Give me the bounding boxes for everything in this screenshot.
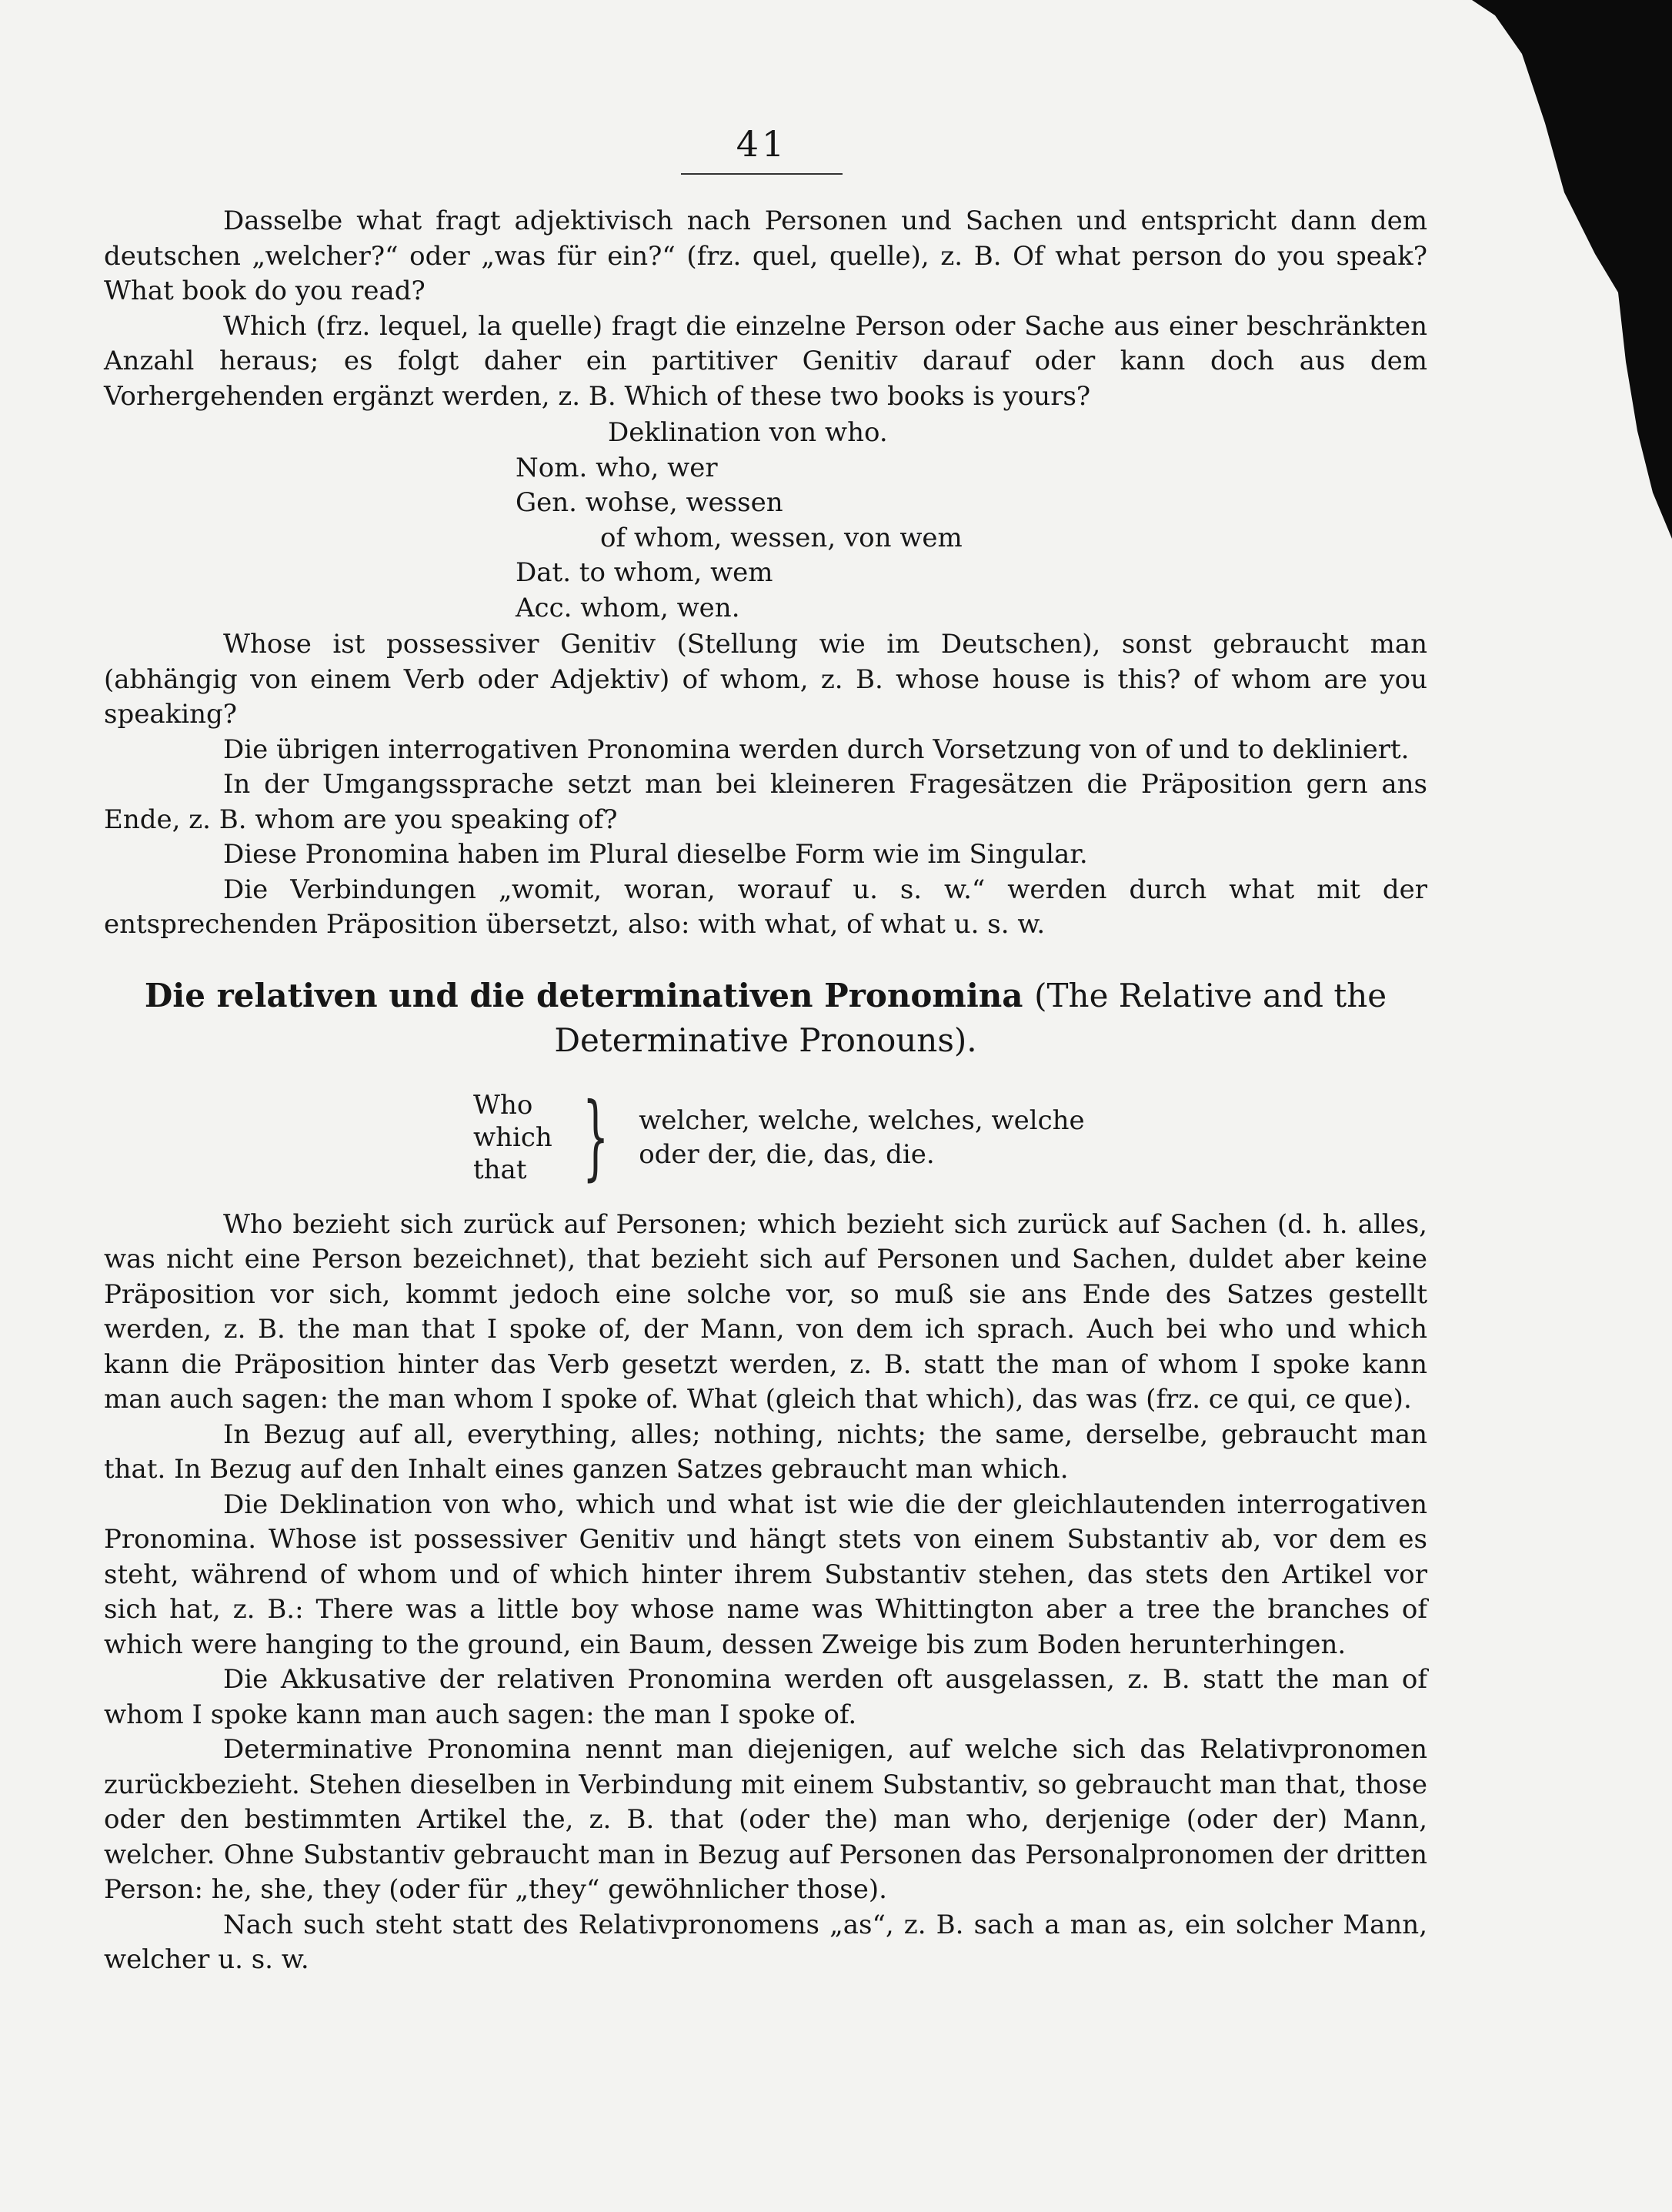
declension-row: of whom, wessen, von wem — [600, 522, 963, 553]
torn-corner — [1472, 0, 1672, 539]
header-rule — [681, 173, 843, 175]
pronoun-word: which — [473, 1121, 552, 1153]
declension-row: Acc. whom, wen. — [516, 592, 740, 623]
relative-pronoun-list — [473, 1083, 1427, 1191]
pronoun-translation: welcher, welche, welches, welche — [639, 1104, 1085, 1136]
pronoun-word: Who — [473, 1089, 533, 1121]
page-number: 41 — [736, 123, 788, 165]
paragraph: Which (frz. lequel, la quelle) fragt die einzelne Person oder Sache aus einer beschränkten Anzahl heraus; es folgt daher ein partitiver Genitiv darauf oder kann doch aus dem Vorhergehenden ergänzt werden, z. B. Which of these two books is yours? — [104, 310, 1427, 412]
section-heading-english: (The Relative and the Determinative Pronouns). — [554, 976, 1387, 1059]
declension-title: Deklination von who. — [608, 417, 888, 448]
declension-row: Dat. to whom, wem — [516, 557, 773, 588]
pronoun-translation: oder der, die, das, die. — [639, 1138, 935, 1170]
paragraph: Determinative Pronomina nennt man diejenigen, auf welche sich das Relativpronomen zurückbezieht. Stehen dieselben in Verbindung mit einem Substantiv, so gebraucht man that, those oder den bestimmten Artikel the, z. B. that (oder the) man who, derjenige (oder der) Mann, welcher. Ohne Substantiv gebraucht man in Bezug auf Personen das Personalpronomen der dritten Person: he, she, they (oder für „they“ gewöhnlicher those). — [104, 1734, 1427, 1905]
paragraph: In Bezug auf all, everything, alles; nothing, nichts; the same, derselbe, gebraucht man that. In Bezug auf den Inhalt eines ganzen Satzes gebraucht man which. — [104, 1418, 1427, 1485]
section-heading — [104, 974, 1427, 1063]
pronoun-word: that — [473, 1154, 527, 1185]
paragraph: Nach such steht statt des Relativpronomens „as“, z. B. sach a man as, ein solcher Mann, welcher u. s. w. — [104, 1909, 1427, 1975]
paragraph: Dasselbe what fragt adjektivisch nach Personen und Sachen und entspricht dann dem deutschen „welcher?“ oder „was für ein?“ (frz. quel, quelle), z. B. Of what person do you speak? What book do you read? — [104, 205, 1427, 306]
paragraph: Who bezieht sich zurück auf Personen; which bezieht sich zurück auf Sachen (d. h. alles, was nicht eine Person bezeichnet), that bezieht sich auf Personen und Sachen, duldet aber keine Präposition vor sich, kommt jedoch eine solche vor, so muß sie ans Ende des Satzes gestellt werden, z. B. the man that I spoke of, der Mann, von dem ich sprach. Auch bei who und which kann die Präposition hinter das Verb gesetzt werden, z. B. statt the man of whom I spoke kann man auch sagen: the man whom I spoke of. What (gleich that which), das was (frz. ce qui, ce que). — [104, 1208, 1427, 1415]
paragraph: Die Akkusative der relativen Pronomina werden oft ausgelassen, z. B. statt the man of whom I spoke kann man auch sagen: the man I spoke of. — [104, 1664, 1427, 1730]
brace-icon: } — [582, 1083, 609, 1191]
paragraph: Die übrigen interrogativen Pronomina werden durch Vorsetzung von of und to dekliniert. — [223, 733, 1410, 765]
declension-table — [104, 416, 1427, 626]
paragraph: Die Deklination von who, which und what ist wie die der gleichlautenden interrogativen Pronomina. Whose ist possessiver Genitiv und hängt stets von einem Substantiv ab, vor dem es steht, während of whom und of which hinter ihrem Substantiv stehen, das stets den Artikel vor sich hat, z. B.: There was a little boy whose name was Whittington aber a tree the branches of which were hanging to the ground, ein Baum, dessen Zweige bis zum Boden herunterhingen. — [104, 1489, 1427, 1660]
paragraph: In der Umgangssprache setzt man bei kleineren Fragesätzen die Präposition gern ans Ende, z. B. whom are you speaking of? — [104, 769, 1427, 835]
paragraph: Die Verbindungen „womit, woran, worauf u. s. w.“ werden durch what mit der entsprechenden Präposition übersetzt, also: with what, of what u. s. w. — [104, 874, 1427, 940]
paragraph: Whose ist possessiver Genitiv (Stellung wie im Deutschen), sonst gebraucht man (abhängig von einem Verb oder Adjektiv) of whom, z. B. whose house is this? of whom are you speaking? — [104, 629, 1427, 730]
paragraph: Diese Pronomina haben im Plural dieselbe Form wie im Singular. — [223, 839, 1088, 870]
section-heading-german: Die relativen und die determinativen Pronomina — [144, 976, 1023, 1014]
declension-row: Gen. wohse, wessen — [516, 487, 783, 518]
declension-row: Nom. who, wer — [516, 452, 718, 483]
main-text — [104, 204, 1427, 1978]
